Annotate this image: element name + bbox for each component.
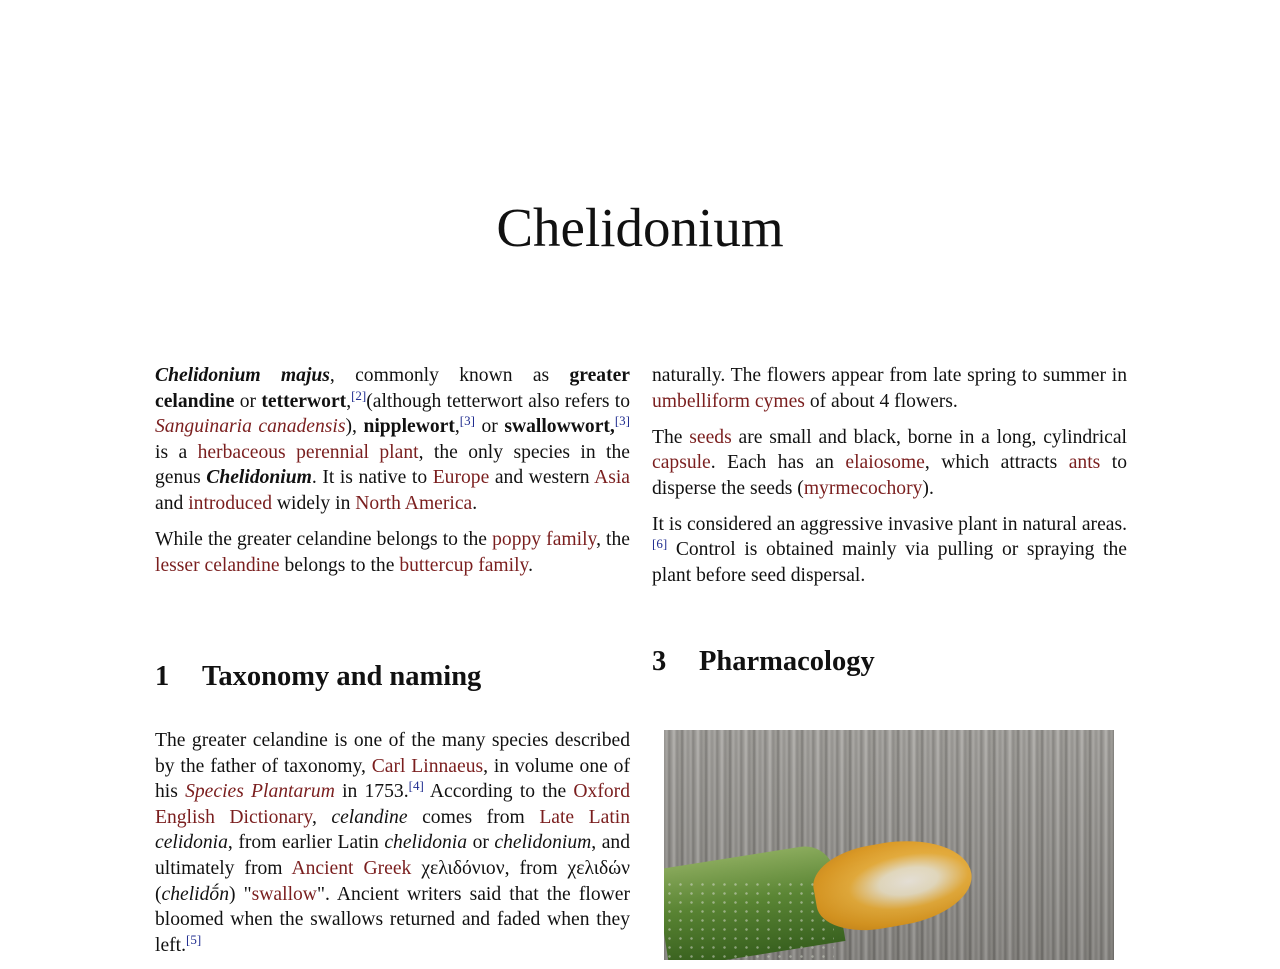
text-span: , in volume one of his (155, 755, 630, 803)
flowers-paragraph (652, 363, 1127, 414)
text-span: in 1753. (334, 781, 409, 803)
term-chelidon: chelidṓn (161, 883, 229, 905)
link-buttercup-family[interactable]: buttercup family (399, 554, 529, 576)
link-herbaceous[interactable]: herbaceous (197, 441, 286, 463)
link-carl-linnaeus[interactable]: Carl Linnaeus (371, 755, 484, 777)
text-span: or (474, 416, 505, 438)
term-chelidonia: chelidonia (384, 832, 468, 854)
text-span: , which attracts (924, 452, 1069, 474)
link-perennial-plant[interactable]: perennial plant (296, 441, 419, 463)
section-heading-pharmacology (652, 645, 875, 679)
text-span: or (467, 832, 495, 854)
citation-link[interactable]: [3] (459, 413, 475, 429)
section-title: Taxonomy and naming (202, 661, 482, 692)
figure-stem-photo (664, 730, 1114, 960)
text-span: , (311, 806, 332, 828)
text-span: comes from (407, 806, 540, 828)
link-introduced[interactable]: introduced (188, 492, 272, 514)
text-span: , commonly known as (329, 365, 570, 386)
text-span: of about 4 flowers. (804, 390, 958, 412)
link-myrmecochory[interactable]: myrmecochory (803, 477, 923, 499)
link-species-plantarum[interactable]: Species Plantarum (185, 781, 335, 803)
section-body-taxonomy (155, 728, 630, 969)
text-span: is a (155, 441, 198, 463)
common-name-greater-celandine: greater celandine (155, 365, 630, 412)
section-title: Pharmacology (699, 646, 875, 677)
text-span: It is considered an aggressive invasive plant in natural areas. (652, 513, 1127, 535)
text-span: . (528, 554, 533, 576)
text-span: , (454, 416, 460, 438)
text-span: to disperse the seeds ( (652, 452, 1128, 499)
text-span: , (346, 390, 352, 412)
term-celidonia: celidonia (155, 832, 228, 854)
citation-link[interactable]: [3] (614, 413, 630, 429)
text-span: or (234, 390, 262, 412)
link-swallow[interactable]: swallow (251, 883, 317, 905)
term-celandine: celandine (331, 806, 408, 828)
text-span: . (472, 492, 478, 514)
common-name-swallowwort: swallowwort, (504, 416, 615, 438)
link-sanguinaria-canadensis[interactable]: Sanguinaria canadensis (155, 416, 346, 438)
text-span (286, 442, 296, 463)
text-span: ". Ancient writers said that the flower bloomed when the swallows returned and faded when they left. (155, 883, 630, 956)
common-name-nipplewort: nipplewort (363, 416, 455, 438)
common-name-tetterwort: tetterwort (261, 390, 347, 412)
citation-link[interactable]: [4] (408, 778, 424, 794)
text-span: , from earlier Latin (227, 832, 385, 854)
taxonomy-paragraph (155, 728, 630, 958)
text-span: ). (922, 477, 934, 499)
text-span: are small and black, borne in a long, cylindrical (731, 426, 1127, 448)
text-span: χελιδόνιον, from χελιδών ( (155, 857, 631, 905)
text-span: The (652, 426, 690, 448)
intro-paragraph-2 (155, 527, 630, 578)
term-chelidonium: chelidonium (494, 832, 592, 854)
text-span: . It is native to (311, 467, 433, 489)
text-span: ), (345, 416, 364, 438)
text-span: naturally. The flowers appear from late spring to summer in (652, 365, 1127, 386)
photo-shading (664, 730, 1114, 960)
citation-link[interactable]: [2] (351, 387, 367, 403)
citation-link[interactable]: [5] (186, 931, 202, 947)
seeds-paragraph (652, 425, 1127, 502)
text-span: , the (596, 528, 630, 550)
genus-name: Chelidonium (206, 467, 312, 489)
link-poppy-family[interactable]: poppy family (492, 528, 597, 550)
species-name: Chelidonium majus (155, 365, 330, 386)
text-span: While the greater celandine belongs to the (155, 528, 493, 550)
page-title: Chelidonium (496, 197, 784, 258)
text-span: ) " (229, 883, 252, 905)
text-span: The greater celandine is one of the many species described by the father of taxonomy, (155, 730, 630, 777)
text-span: widely in (272, 492, 356, 514)
section-heading-taxonomy (155, 660, 481, 694)
link-umbelliform[interactable]: umbelliform (652, 390, 750, 412)
link-capsule[interactable]: capsule (652, 452, 711, 474)
link-asia[interactable]: Asia (594, 467, 630, 489)
link-oxford-english-dictionary[interactable]: Oxford English Dictionary (155, 781, 630, 828)
intro-paragraph-1 (155, 363, 630, 517)
left-column-intro (155, 363, 630, 589)
text-span: . Each has an (710, 452, 846, 474)
citation-link[interactable]: [6] (652, 536, 668, 552)
text-span: , the only species in the genus (155, 441, 630, 489)
text-span: belongs to the (279, 554, 400, 576)
text-span: and western (489, 467, 595, 489)
link-lesser-celandine[interactable]: lesser celandine (155, 554, 280, 576)
text-span: Control is obtained mainly via pulling or spraying the plant before seed dispersal. (652, 539, 1127, 586)
link-europe[interactable]: Europe (432, 467, 490, 489)
text-span: (although tetterwort also refers to (366, 390, 631, 412)
link-north-america[interactable]: North America (355, 492, 473, 514)
section-number: 3 (652, 646, 667, 677)
link-ants[interactable]: ants (1068, 452, 1101, 474)
text-span: and (155, 492, 189, 514)
right-column (652, 363, 1127, 599)
section-number: 1 (155, 661, 170, 692)
link-cymes[interactable]: cymes (754, 390, 805, 412)
link-ancient-greek[interactable]: Ancient Greek (291, 857, 412, 879)
link-late-latin[interactable]: Late Latin (539, 806, 631, 828)
link-elaiosome[interactable]: elaiosome (845, 452, 925, 474)
link-seeds[interactable]: seeds (689, 426, 732, 448)
text-span: , and ultimately from (155, 832, 630, 879)
invasive-paragraph (652, 512, 1127, 589)
text-span: According to the (423, 781, 574, 803)
